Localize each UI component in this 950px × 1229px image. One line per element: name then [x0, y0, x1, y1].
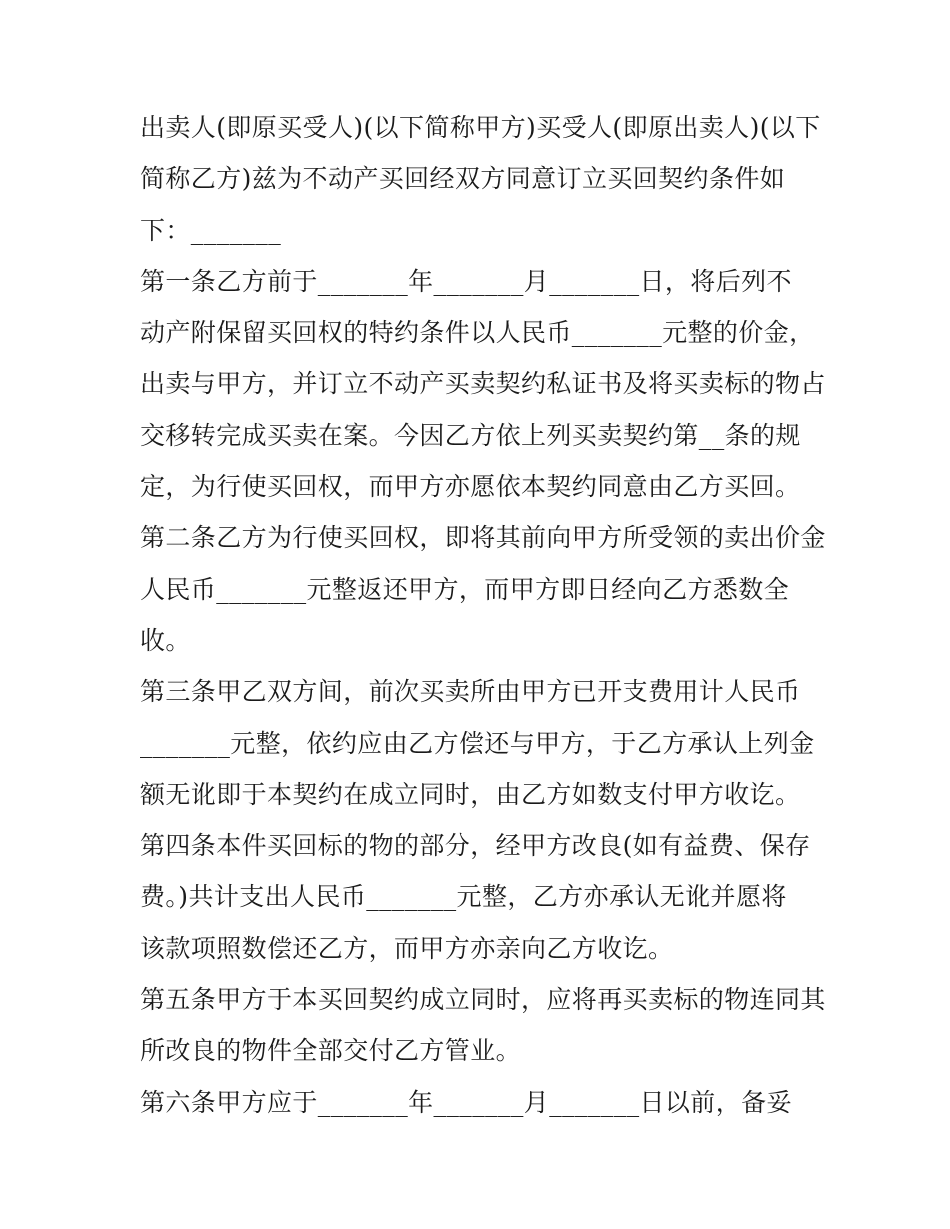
text-line: 第五条甲方于本买回契约成立同时，应将再买卖标的物连同其: [140, 985, 826, 1015]
text-line: 所改良的物件全部交付乙方管业。: [140, 1036, 522, 1066]
text-line: 费。)共计支出人民币_______元整，乙方亦承认无讹并愿将: [140, 882, 787, 912]
text-line: 出卖人(即原买受人)(以下简称甲方)买受人(即原出卖人)(以下: [140, 113, 821, 142]
contract-text: [140, 102, 826, 1128]
text-line: 动产附保留买回权的特约条件以人民币_______元整的价金，: [140, 318, 815, 348]
text-line: 人民币_______元整返还甲方，而甲方即日经向乙方悉数全: [140, 574, 790, 604]
text-line: _______元整，依约应由乙方偿还与甲方，于乙方承认上列金: [140, 728, 815, 758]
text-line: 该款项照数偿还乙方，而甲方亦亲向乙方收讫。: [140, 933, 674, 963]
text-line: 出卖与甲方，并订立不动产买卖契约私证书及将买卖标的物占: [140, 369, 826, 399]
text-line: 第一条乙方前于_______年_______月_______日，将后列不: [140, 266, 792, 296]
text-line: 第六条甲方应于_______年_______月_______日以前，备妥: [140, 1087, 792, 1117]
text-line: 第三条甲乙双方间，前次买卖所由甲方已开支费用计人民币: [140, 677, 801, 707]
text-line: 第二条乙方为行使买回权，即将其前向甲方所受领的卖出价金: [140, 523, 826, 553]
text-line: 交移转完成买卖在案。今因乙方依上列买卖契约第__条的规: [140, 420, 801, 450]
text-line: 下：_______: [140, 215, 282, 245]
text-line: 定，为行使买回权，而甲方亦愿依本契约同意由乙方买回。: [140, 472, 801, 502]
text-line: 额无讹即于本契约在成立同时，由乙方如数支付甲方收讫。: [140, 779, 801, 809]
text-line: 收。: [140, 625, 191, 655]
text-line: 简称乙方)兹为不动产买回经双方同意订立买回契约条件如: [140, 164, 786, 194]
text-line: 第四条本件买回标的物的部分，经甲方改良(如有益费、保存: [140, 831, 811, 861]
